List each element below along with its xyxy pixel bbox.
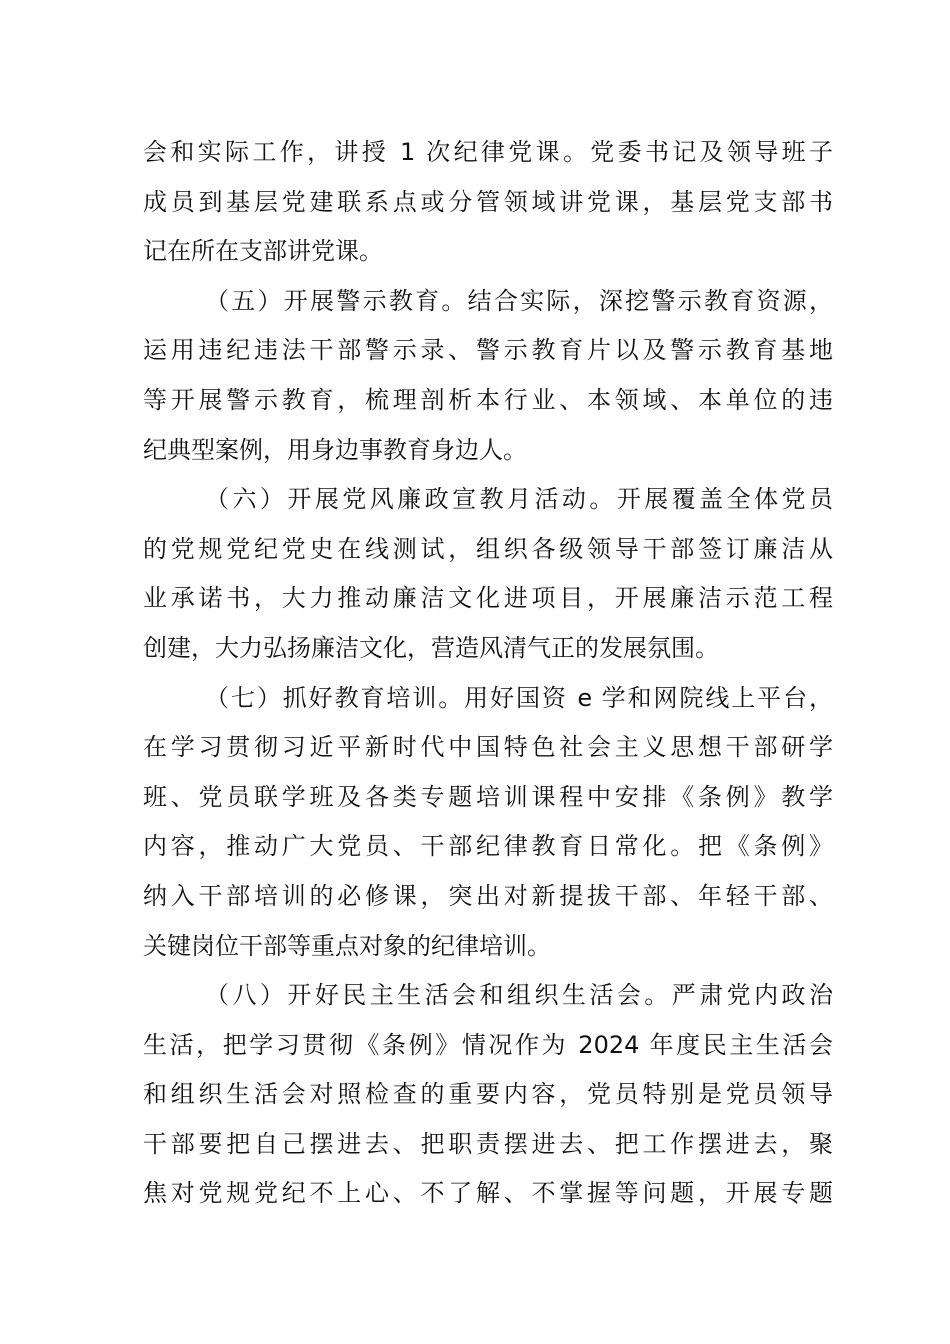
section-6-heading-line: （六）开展党风廉政宣教月活动。开展覆盖全体党员 — [205, 485, 833, 514]
document-body — [143, 128, 833, 1219]
text-line: 内容，推动广大党员、干部纪律教育日常化。把《条例》 — [143, 832, 833, 861]
text-line: 在学习贯彻习近平新时代中国特色社会主义思想干部研学 — [143, 733, 833, 762]
text-line: 记在所在支部讲党课。 — [143, 237, 383, 266]
section-7-heading-line: （七）抓好教育培训。用好国资 e 学和网院线上平台， — [205, 683, 833, 712]
text-line: 焦对党规党纪不上心、不了解、不掌握等问题，开展专题 — [143, 1179, 833, 1208]
text-line: 和组织生活会对照检查的重要内容，党员特别是党员领导 — [143, 1080, 833, 1109]
text-line: 班、党员联学班及各类专题培训课程中安排《条例》教学 — [143, 782, 833, 811]
section-8-heading-line: （八）开好民主生活会和组织生活会。严肃党内政治 — [205, 981, 833, 1010]
text-line: 运用违纪违法干部警示录、警示教育片以及警示教育基地 — [143, 336, 833, 365]
section-5-heading-line: （五）开展警示教育。结合实际，深挖警示教育资源， — [205, 286, 833, 315]
text-line: 纳入干部培训的必修课，突出对新提拔干部、年轻干部、 — [143, 881, 833, 910]
text-line: 成员到基层党建联系点或分管领域讲党课，基层党支部书 — [143, 187, 833, 216]
text-line: 干部要把自己摆进去、把职责摆进去、把工作摆进去，聚 — [143, 1129, 833, 1158]
text-line: 生活，把学习贯彻《条例》情况作为 2024 年度民主生活会 — [143, 1030, 833, 1059]
text-line: 纪典型案例，用身边事教育身边人。 — [143, 435, 527, 464]
text-line: 业承诺书，大力推动廉洁文化进项目，开展廉洁示范工程 — [143, 584, 833, 613]
text-line: 关键岗位干部等重点对象的纪律培训。 — [143, 931, 551, 960]
text-line: 创建，大力弘扬廉洁文化，营造风清气正的发展氛围。 — [143, 633, 719, 662]
text-line: 会和实际工作，讲授 1 次纪律党课。党委书记及领导班子 — [143, 138, 833, 166]
text-line: 等开展警示教育，梳理剖析本行业、本领域、本单位的违 — [143, 385, 833, 414]
text-line: 的党规党纪党史在线测试，组织各级领导干部签订廉洁从 — [143, 534, 833, 563]
